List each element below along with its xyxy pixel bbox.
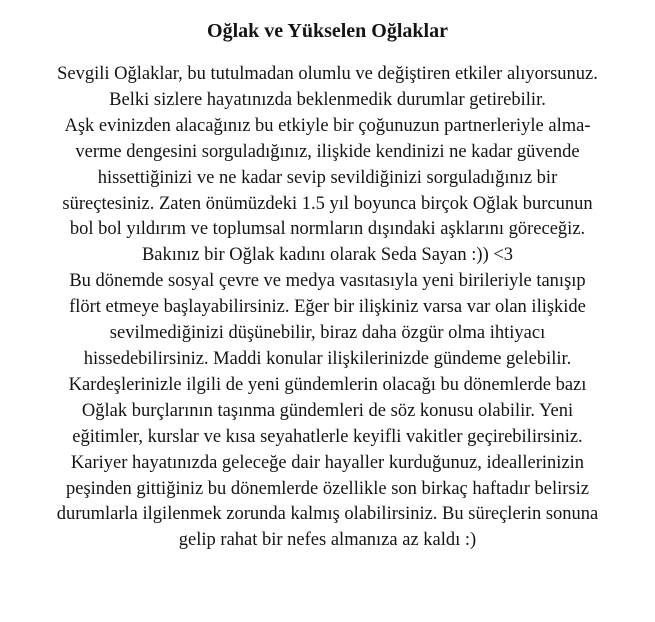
text-line: Aşk evinizden alacağınız bu etkiyle bir çoğunuzun partnerleriyle alma- (64, 115, 591, 136)
text-line: verme dengesini sorguladığınız, ilişkide kendinizi ne kadar güvende (75, 141, 580, 162)
text-line: bol bol yıldırım ve toplumsal normların dışındaki aşklarını göreceğiz. (69, 219, 586, 240)
text-line: sevilmediğinizi düşünebilir, biraz daha özgür olma ihtiyacı (109, 323, 546, 344)
text-line: Bu dönemde sosyal çevre ve medya vasıtasıyla yeni birileriyle tanışıp (69, 271, 586, 292)
text-line: hissedebilirsiniz. Maddi konular ilişkilerinizde gündeme gelebilir. (83, 348, 572, 369)
text-line: hissettiğinizi ve ne kadar sevip sevildiğinizi sorguladığınız bir (97, 167, 558, 188)
text-line: peşinden gittiğiniz bu dönemlerde özellikle son birkaç haftadır belirsiz (66, 478, 589, 499)
text-line: süreçtesiniz. Zaten önümüzdeki 1.5 yıl boyunca birçok Oğlak burcunun (62, 193, 593, 214)
text-line: flört etmeye başlayabilirsiniz. Eğer bir ilişkiniz varsa var olan ilişkide (69, 297, 586, 318)
text-line: Sevgili Oğlaklar, bu tutulmadan olumlu ve değiştiren etkiler alıyorsunuz. (57, 64, 598, 84)
text-line: Kardeşlerinizle ilgili de yeni gündemlerin olacağı bu dönemlerde bazı (68, 374, 587, 395)
text-line: durumlarla ilgilenmek zorunda kalmış olabilirsiniz. Bu süreçlerin sonuna (56, 504, 599, 525)
text-line: Bakınız bir Oğlak kadını olarak Seda Sayan :)) <3 (141, 245, 514, 266)
text-line: eğitimler, kurslar ve kısa seyahatlerle keyifli vakitler geçirebilirsiniz. (72, 426, 583, 447)
article-body (0, 62, 655, 554)
page-title: Oğlak ve Yükselen Oğlaklar (207, 20, 448, 43)
text-line: Kariyer hayatınızda geleceğe dair hayaller kurduğunuz, ideallerinizin (70, 452, 585, 473)
text-line: gelip rahat bir nefes almanıza az kaldı :) (178, 530, 477, 551)
text-line: Oğlak burçlarının taşınma gündemleri de söz konusu olabilir. Yeni (81, 400, 574, 421)
text-line: Belki sizlere hayatınızda beklenmedik durumlar getirebilir. (109, 89, 546, 110)
